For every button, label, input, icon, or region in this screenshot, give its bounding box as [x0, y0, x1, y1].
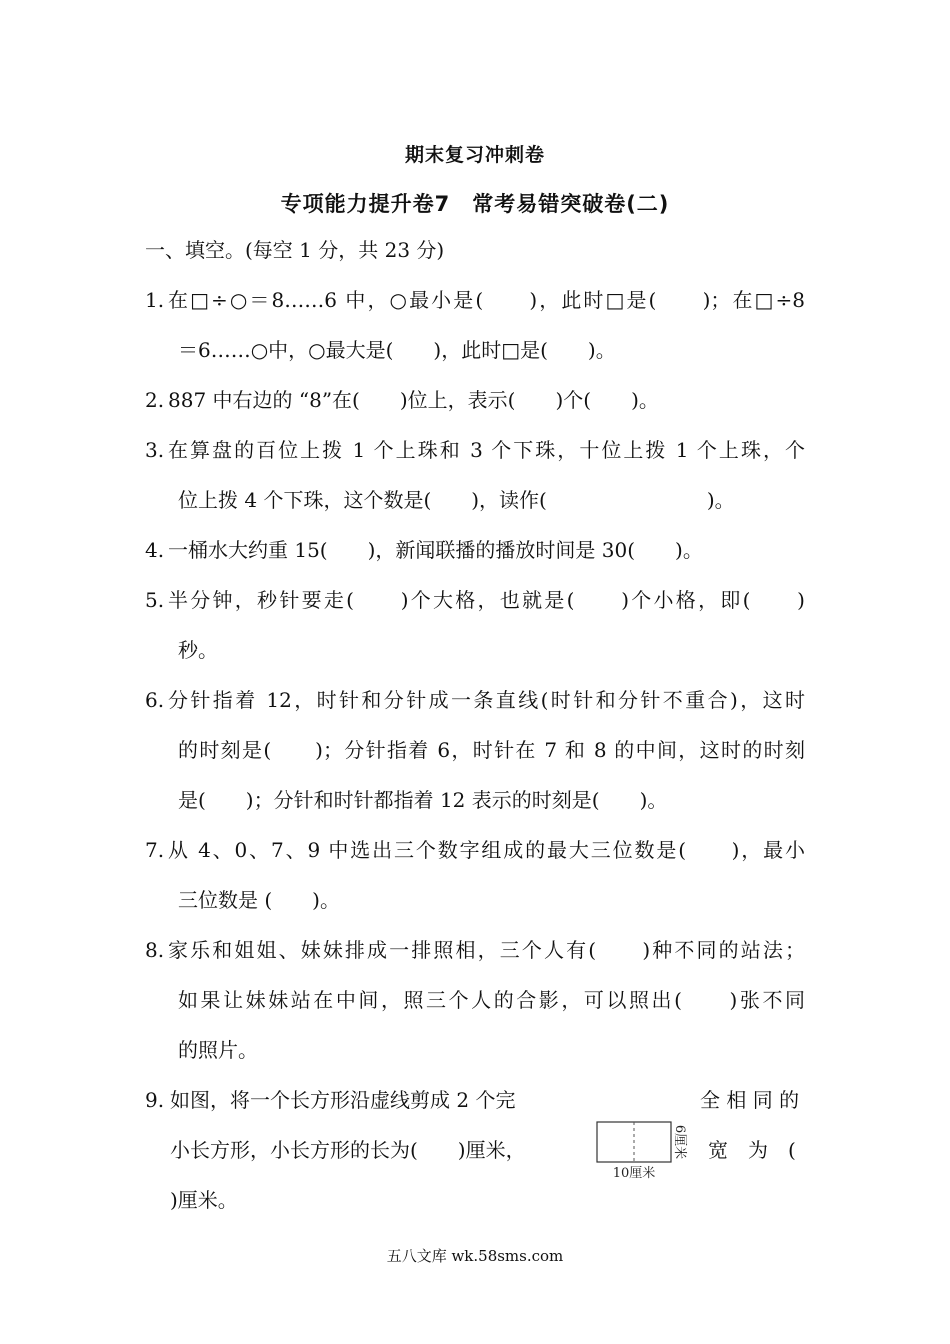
question-line: 如图，将一个长方形沿虚线剪成 2 个完	[170, 1088, 516, 1112]
question-line: )厘米。	[170, 1188, 238, 1212]
exam-subtitle: 专项能力提升卷7 常考易错突破卷(二)	[280, 192, 670, 216]
question-line: 三位数是 ( )。	[178, 888, 340, 912]
question-line: 秒。	[178, 638, 218, 662]
question-line: 位上拨 4 个下珠，这个数是( )，读作( )。	[178, 488, 735, 512]
question-number: 5.	[145, 588, 165, 612]
question-line: 如果让妹妹站在中间，照三个人的合影，可以照出( )张不同	[178, 988, 805, 1012]
question-number: 3.	[145, 438, 165, 462]
question-line: 从 4、0、7、9 中选出三个数字组成的最大三位数是( )，最小	[168, 838, 805, 862]
question-line: 半分钟，秒针要走( )个大格，也就是( )个小格，即( )	[168, 588, 805, 612]
question-line: 在算盘的百位上拨 1 个上珠和 3 个下珠，十位上拨 1 个上珠，个	[168, 438, 805, 462]
question-number: 9.	[145, 1088, 165, 1112]
question-number: 8.	[145, 938, 165, 962]
question-line: 全 相 同 的	[700, 1088, 800, 1112]
width-label: 10厘米	[612, 1166, 656, 1181]
section-heading: 一、填空。(每空 1 分，共 23 分)	[145, 238, 445, 262]
rectangle-figure	[593, 1118, 693, 1184]
question-line: 小长方形，小长方形的长为( )厘米，	[170, 1138, 526, 1162]
exam-title: 期末复习冲刺卷	[404, 144, 545, 166]
question-line: 的照片。	[178, 1038, 258, 1062]
question-number: 4.	[145, 538, 165, 562]
question-line: 宽 为 (	[708, 1138, 796, 1162]
question-number: 1.	[145, 288, 165, 312]
question-number: 7.	[145, 838, 165, 862]
question-line: 家乐和姐姐、妹妹排成一排照相，三个人有( )种不同的站法；	[168, 938, 805, 962]
question-line: 分针指着 12，时针和分针成一条直线(时针和分针不重合)，这时	[168, 688, 805, 712]
question-line: 一桶水大约重 15( )，新闻联播的播放时间是 30( )。	[168, 538, 703, 562]
question-line: 的时刻是( )；分针指着 6，时针在 7 和 8 的中间，这时的时刻	[178, 738, 805, 762]
question-number: 6.	[145, 688, 165, 712]
height-label: 6厘米	[672, 1124, 687, 1160]
question-line: ＝6……○中，○最大是( )，此时□是( )。	[178, 338, 616, 362]
question-number: 2.	[145, 388, 165, 412]
question-line: 887 中右边的 “8”在( )位上，表示( )个( )。	[168, 388, 659, 412]
question-line: 是( )；分针和时针都指着 12 表示的时刻是( )。	[178, 788, 668, 812]
question-line: 在□÷○＝8……6 中，○最小是( )，此时□是( )；在□÷8	[168, 288, 805, 312]
footer-watermark: 五八文库 wk.58sms.com	[386, 1247, 564, 1265]
